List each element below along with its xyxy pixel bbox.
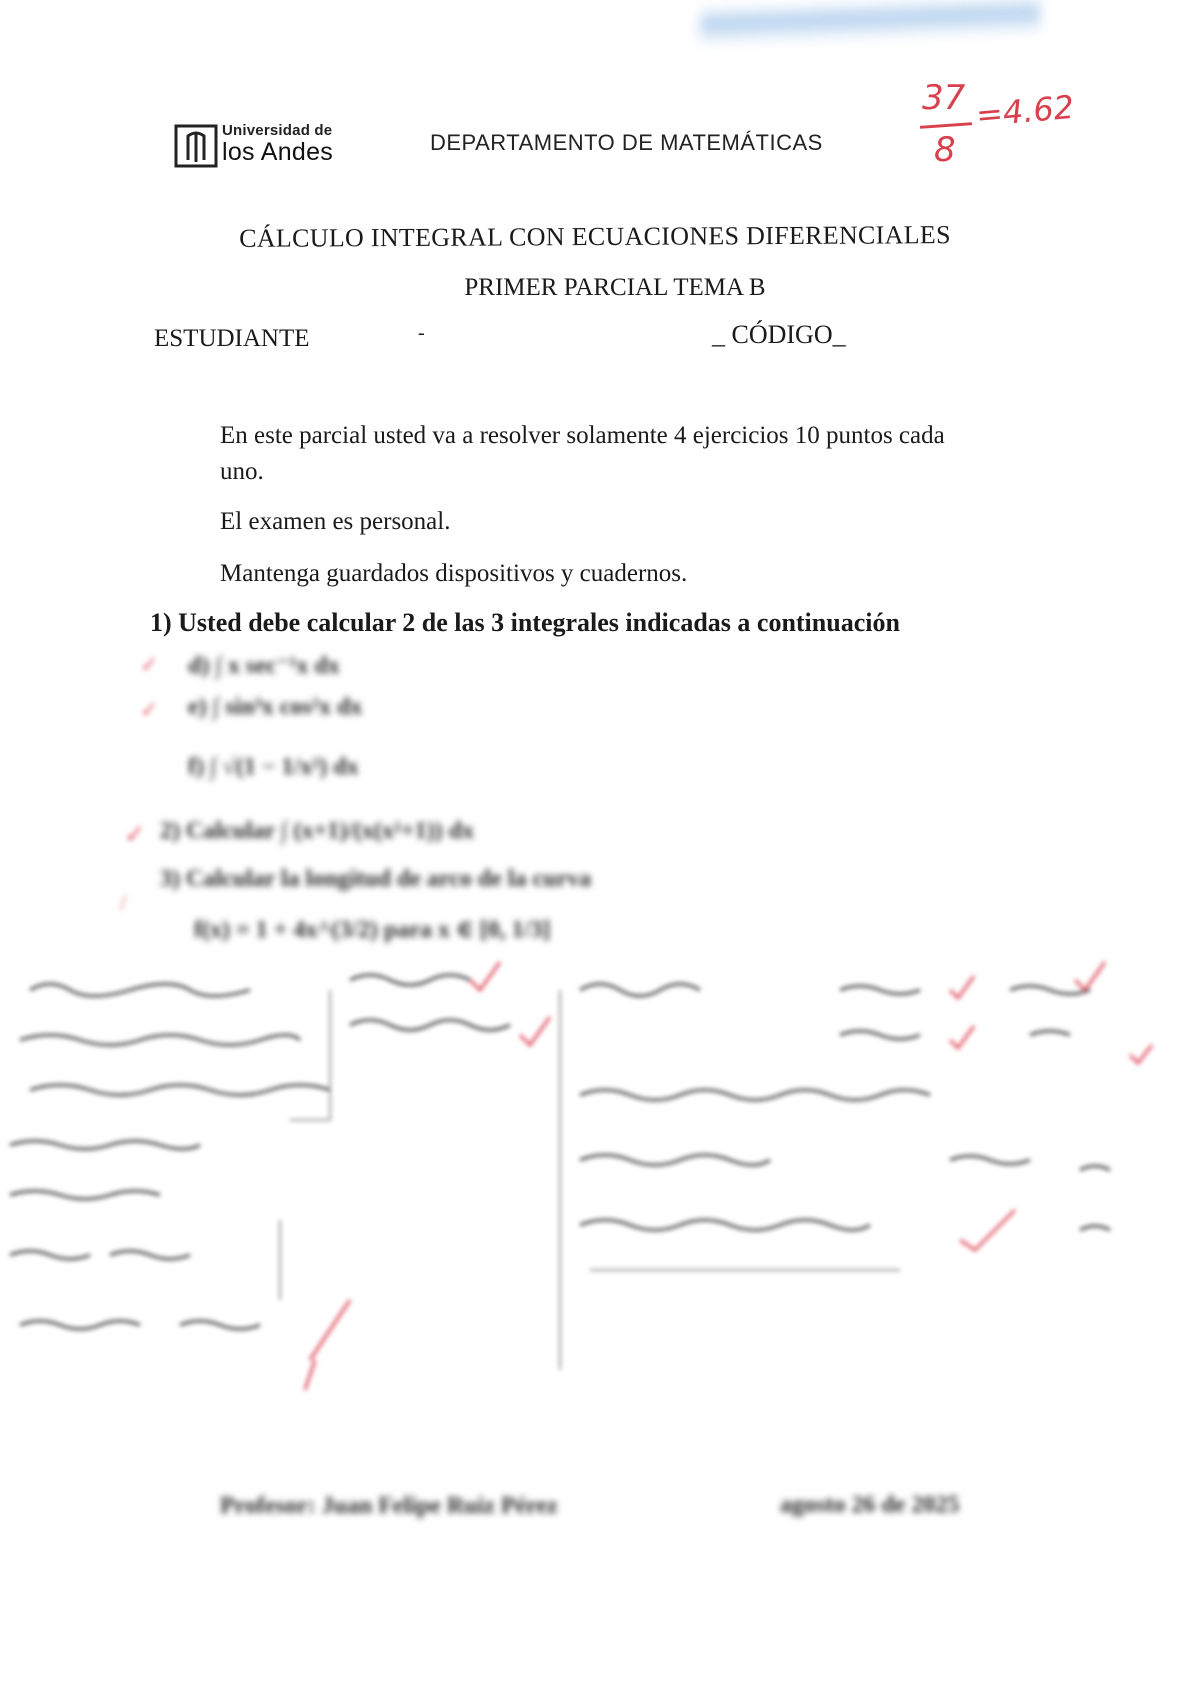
red-mark: / bbox=[120, 890, 127, 915]
student-label: ESTUDIANTE bbox=[154, 325, 310, 352]
exam-subtitle: PRIMER PARCIAL TEMA B bbox=[464, 274, 766, 301]
red-check-mark: ✓ bbox=[140, 697, 159, 722]
handwritten-work bbox=[0, 950, 1190, 1390]
question-item-3-function: f(x) = 1 + 4x^(3/2) para x ∈ [0, 1/3] bbox=[194, 917, 551, 943]
handwritten-score bbox=[920, 78, 1120, 178]
instruction-line-1: En este parcial usted va a resolver solamente 4 ejercicios 10 puntos cada bbox=[220, 422, 945, 449]
scan-artifact bbox=[700, 0, 1040, 46]
question-item-e: e) ∫ sin³x cos²x dx bbox=[188, 694, 363, 720]
red-check-mark: ✓ bbox=[124, 820, 146, 849]
question-item-2: 2) Calcular ∫ (x+1)/(x(x²+1)) dx bbox=[160, 818, 474, 844]
logo-line1: Universidad de bbox=[222, 122, 333, 139]
instruction-line-3: El examen es personal. bbox=[220, 508, 451, 535]
code-label: _ CÓDIGO_ bbox=[712, 320, 846, 349]
instruction-line-2: uno. bbox=[220, 458, 264, 485]
department-name: DEPARTAMENTO DE MATEMÁTICAS bbox=[430, 130, 823, 155]
instruction-line-4: Mantenga guardados dispositivos y cuadernos. bbox=[220, 560, 688, 587]
score-denominator: 8 bbox=[934, 130, 956, 170]
professor-signature-line bbox=[220, 1490, 558, 1520]
question-item-f: f) ∫ √(1 − 1/x²) dx bbox=[188, 754, 359, 780]
university-logo bbox=[174, 120, 354, 170]
score-result: =4.62 bbox=[974, 87, 1076, 135]
question-item-3: 3) Calcular la longitud de arco de la curva bbox=[160, 866, 592, 892]
score-numerator: 37 bbox=[922, 78, 966, 118]
question-item-d: d) ∫ x sec⁻¹x dx bbox=[188, 653, 340, 679]
question-1-heading: 1) Usted debe calcular 2 de las 3 integrales indicadas a continuación bbox=[150, 608, 900, 637]
andes-logo-icon bbox=[174, 124, 218, 168]
exam-date: agosto 26 de 2025 bbox=[780, 1492, 960, 1518]
red-check-mark: ✓ bbox=[140, 652, 159, 677]
score-fraction-bar bbox=[920, 122, 972, 129]
student-name-redacted: - bbox=[418, 322, 425, 344]
professor-label: Profesor: Juan Felipe Ruiz Pérez bbox=[220, 1493, 558, 1519]
exam-title: CÁLCULO INTEGRAL CON ECUACIONES DIFERENCIALES bbox=[239, 220, 951, 253]
logo-line2: los Andes bbox=[222, 138, 334, 166]
